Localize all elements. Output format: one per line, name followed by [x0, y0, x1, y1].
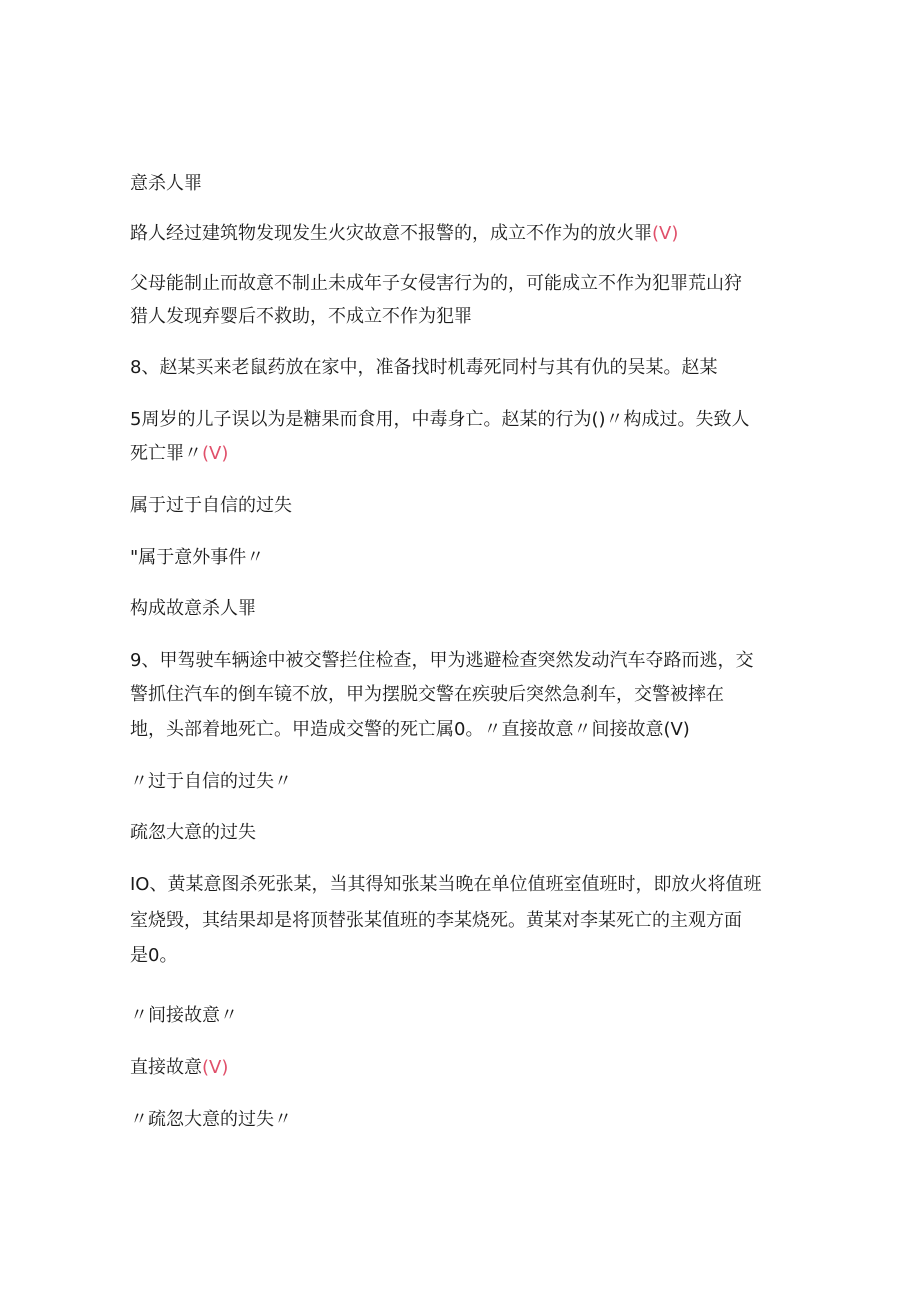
- line-text: 是0。: [130, 945, 178, 966]
- text-line: [130, 645, 790, 677]
- text-line: [130, 542, 790, 574]
- line-text: 猎人发现弃婴后不救助，不成立不作为犯罪: [130, 306, 472, 327]
- line-text: 8、赵某买来老鼠药放在家中，准备找时机毒死同村与其有仇的吴某。赵某: [130, 357, 718, 378]
- line-text: IO、黄某意图杀死张某，当其得知张某当晚在单位值班室值班时，即放火将值班: [130, 874, 762, 895]
- line-text: 意杀人罪: [130, 173, 202, 194]
- line-text: 9、甲驾驶车辆途中被交警拦住检查，甲为逃避检查突然发动汽车夺路而逃，交: [130, 650, 754, 671]
- text-line: [130, 766, 790, 798]
- text-line: [130, 218, 790, 250]
- text-line: [130, 490, 790, 522]
- text-line: [130, 352, 790, 384]
- answer-mark: (V): [202, 1057, 229, 1078]
- line-text: 属于过于自信的过失: [130, 495, 292, 516]
- text-line: [130, 593, 790, 625]
- line-text: 死亡罪〃: [130, 443, 202, 464]
- line-text: 〃过于自信的过失〃: [130, 771, 292, 792]
- line-text: 5周岁的儿子误以为是糖果而食用，中毒身亡。赵某的行为()〃构成过。失致人: [130, 409, 750, 430]
- text-line: [130, 714, 790, 746]
- text-line: [130, 1104, 790, 1136]
- text-line: [130, 1000, 790, 1032]
- text-line: [130, 817, 790, 849]
- text-line: [130, 404, 790, 436]
- text-line: [130, 168, 790, 200]
- text-line: [130, 1052, 790, 1084]
- line-text: 地，头部着地死亡。甲造成交警的死亡属0。〃直接故意〃间接故意(V): [130, 719, 690, 740]
- text-line: [130, 679, 790, 711]
- line-text: 路人经过建筑物发现发生火灾故意不报警的，成立不作为的放火罪: [130, 223, 652, 244]
- answer-mark: (V): [652, 223, 679, 244]
- line-text: 构成故意杀人罪: [130, 598, 256, 619]
- line-text: "属于意外事件〃: [130, 547, 265, 568]
- line-text: 父母能制止而故意不制止未成年子女侵害行为的，可能成立不作为犯罪荒山狩: [130, 273, 742, 294]
- text-line: [130, 438, 790, 470]
- text-line: [130, 905, 790, 937]
- line-text: 疏忽大意的过失: [130, 822, 256, 843]
- answer-mark: (V): [202, 443, 229, 464]
- line-text: 室烧毁，其结果却是将顶替张某值班的李某烧死。黄某对李某死亡的主观方面: [130, 910, 742, 931]
- line-text: 〃间接故意〃: [130, 1005, 238, 1026]
- text-line: [130, 268, 790, 300]
- text-line: [130, 940, 790, 972]
- line-text: 警抓住汽车的倒车镜不放，甲为摆脱交警在疾驶后突然急刹车，交警被摔在: [130, 684, 724, 705]
- line-text: 直接故意: [130, 1057, 202, 1078]
- line-text: 〃疏忽大意的过失〃: [130, 1109, 292, 1130]
- text-line: [130, 869, 790, 901]
- text-line: [130, 301, 790, 333]
